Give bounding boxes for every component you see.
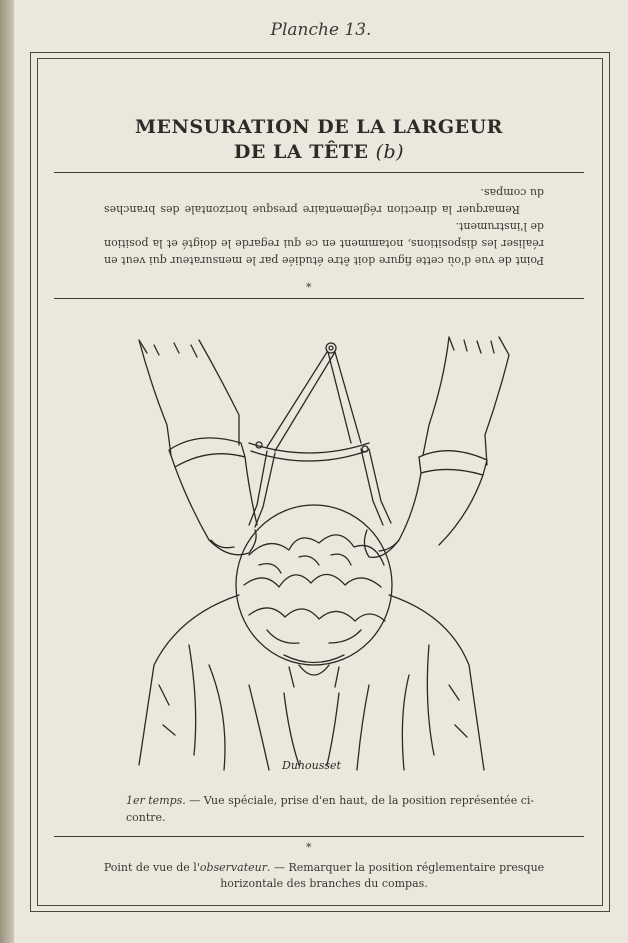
upside-down-paragraph-2: Remarquer la direction réglementaire presque horizontale des branches du compas.: [104, 186, 544, 216]
right-arm: [364, 337, 509, 557]
footer-note-text: . — Remarquer la position réglementaire presque horizontale des branches du compas.: [220, 861, 545, 890]
upside-down-text: [104, 184, 544, 269]
footer-note: [94, 860, 554, 892]
caption-step: 1er temps.: [126, 794, 186, 807]
left-arm: [139, 340, 257, 555]
caption: [126, 792, 546, 826]
rule-top: [54, 172, 584, 173]
artist-signature: Duhousset: [282, 759, 341, 772]
compass-icon: [249, 343, 391, 527]
title-line-1: MENSURATION DE LA LARGEUR: [135, 116, 503, 138]
page: [14, 0, 628, 943]
plate-number: Planche 13.: [270, 20, 372, 40]
title-variable: (b): [375, 141, 405, 163]
separator-star: *: [306, 281, 312, 294]
upside-down-paragraph-1: Point de vue d'où cette figure doit être étudiée par le mensurateur qui veut en réaliser les dispositions, notamment en ce qui regarde le doigté et la position de l'instrument.: [104, 220, 544, 267]
footer-note-italic: observateur: [199, 861, 267, 874]
head-measurement-illustration: [99, 325, 539, 785]
caption-text: — Vue spéciale, prise d'en haut, de la position représentée ci-contre.: [126, 794, 535, 824]
binding-edge: [0, 0, 14, 943]
bottom-star: *: [306, 841, 312, 854]
footer-note-label: Point de vue de l': [103, 861, 200, 874]
head: [236, 505, 392, 687]
jacket: [139, 595, 484, 770]
rule-bottom: [54, 836, 584, 837]
title-line-2: [37, 139, 601, 165]
rule-middle: [54, 298, 584, 299]
title-line-2-text: DE LA TÊTE: [233, 141, 369, 163]
